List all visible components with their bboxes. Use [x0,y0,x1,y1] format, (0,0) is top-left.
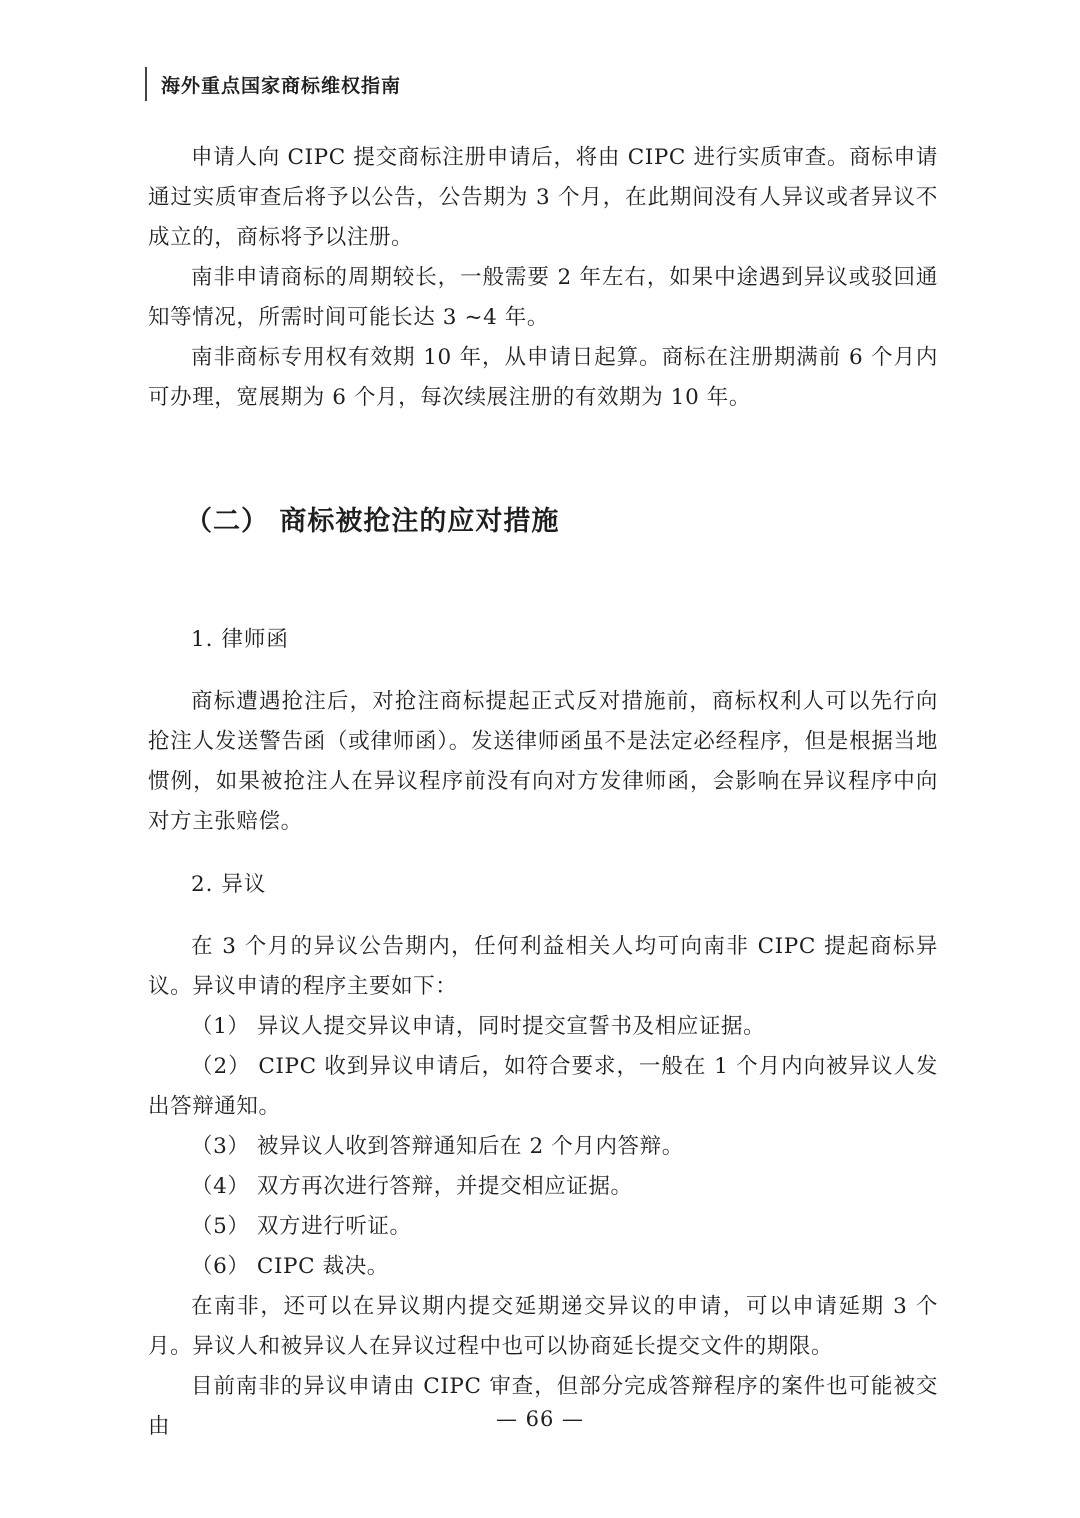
body-paragraph: 南非申请商标的周期较长，一般需要 2 年左右，如果中途遇到异议或驳回通知等情况，所需时间可能长达 3 ~4 年。 [148,265,938,330]
body-paragraph: 南非商标专用权有效期 10 年，从申请日起算。商标在注册期满前 6 个月内可办理，宽展期为 6 个月，每次续展注册的有效期为 10 年。 [148,345,938,410]
procedure-step: （1） 异议人提交异议申请，同时提交宣誓书及相应证据。 [191,1014,766,1039]
procedure-step: （5） 双方进行听证。 [191,1214,412,1239]
body-paragraph: 申请人向 CIPC 提交商标注册申请后，将由 CIPC 进行实质审查。商标申请通过实质审查后将予以公告，公告期为 3 个月，在此期间没有人异议或者异议不成立的，商标将予以注册。 [148,145,938,250]
running-header [145,66,401,102]
procedure-step: （2） CIPC 收到异议申请后，如符合要求，一般在 1 个月内向被异议人发出答辩通知。 [148,1054,938,1119]
body-paragraph: 在南非，还可以在异议期内提交延期递交异议的申请，可以申请延期 3 个月。异议人和被异议人在异议过程中也可以协商延长提交文件的期限。 [148,1294,938,1359]
body-paragraph: 目前南非的异议申请由 CIPC 审查，但部分完成答辩程序的案件也可能被交由 [148,1374,938,1439]
page-body [148,138,938,1447]
procedure-step: （4） 双方再次进行答辩，并提交相应证据。 [191,1174,633,1199]
subheading-opposition: 2. 异议 [191,872,267,897]
page-number: — 66 — [495,1407,585,1431]
procedure-step: （6） CIPC 裁决。 [191,1254,389,1279]
header-rule [145,67,147,101]
header-title: 海外重点国家商标维权指南 [161,74,402,97]
procedure-step: （3） 被异议人收到答辩通知后在 2 个月内答辩。 [191,1134,684,1159]
body-paragraph: 在 3 个月的异议公告期内，任何利益相关人均可向南非 CIPC 提起商标异议。异议申请的程序主要如下： [148,934,938,999]
section-heading: （二） 商标被抢注的应对措施 [185,506,560,537]
subheading-lawyer-letter: 1. 律师函 [191,627,289,652]
body-paragraph: 商标遭遇抢注后，对抢注商标提起正式反对措施前，商标权利人可以先行向抢注人发送警告函（或律师函）。发送律师函虽不是法定必经程序，但是根据当地惯例，如果被抢注人在异议程序前没有向对方发律师函，会影响在异议程序中向对方主张赔偿。 [148,689,938,834]
